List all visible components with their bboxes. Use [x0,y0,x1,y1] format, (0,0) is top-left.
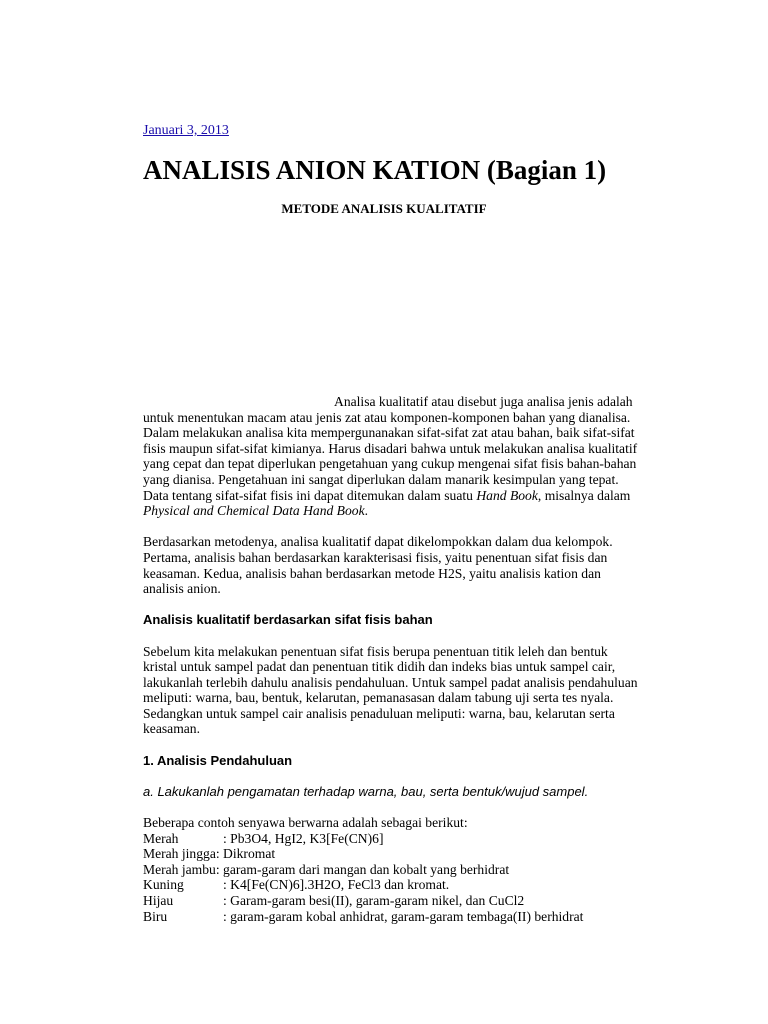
observation-instruction: a. Lakukanlah pengamatan terhadap warna, bau, serta bentuk/wujud sampel. [143,783,589,799]
color-value: : garam-garam dari mangan dan kobalt yang berhidrat [215,861,510,877]
intro-text: Analisa kualitatif atau disebut juga analisa jenis adalah untuk menentukan macam atau jenis zat atau komponen-komponen bahan yang dianalisa. Dalam melakukan analisa kita mempergunanakan sifat-sifat zat atau bahan, baik sifat-sifat fisis maupun sifat-sifat kimianya. Harus disadari bahwa untuk melakukan analisa kualitatif yang cepat dan tepat diperlukan pengetahuan yang cukup mengenai sifat fisis bahan-bahan yang dianisa. Pengetahuan ini sangat diperlukan dalam manarik kesimpulan yang tepat. Data tentang sifat-sifat fisis ini dapat ditemukan dalam suatu [143,394,638,503]
date-link[interactable]: Januari 3, 2013 [143,123,229,138]
intro-text-2: , misalnya dalam [537,487,631,503]
page-title: ANALISIS ANION KATION (Bagian 1) [143,155,607,185]
color-list [143,815,643,924]
color-value: : Garam-garam besi(II), garam-garam nikel, dan CuCl2 [223,893,525,908]
method-paragraph: Berdasarkan metodenya, analisa kualitatif dapat dikelompokkan dalam dua kelompok. Pertama, analisis bahan berdasarkan karakterisasi fisis, yaitu penentuan sifat fisis dan keasaman. Kedua, analisis bahan berdasarkan metode H2S, yaitu analisis kation dan analisis anion. [143,534,613,597]
color-name: Merah jingga [143,846,216,862]
color-row [143,846,643,862]
color-name: Hijau [143,893,174,908]
section-heading-physical: Analisis kualitatif berdasarkan sifat fisis bahan [143,612,433,628]
color-row [143,831,643,847]
data-book-ref: Physical and Chemical Data Hand Book [143,503,365,519]
color-name: Merah [143,830,179,846]
color-row [143,909,643,925]
color-row [143,893,643,909]
color-value: : Pb3O4, HgI2, K3[Fe(CN)6] [223,830,384,846]
preliminary-paragraph: Sebelum kita melakukan penentuan sifat fisis berupa penentuan titik leleh dan bentuk kristal untuk sampel padat dan penentuan titik didih dan indeks bias untuk sampel cair, lakukanlah terlebih dahulu analisis pendahuluan. Untuk sampel padat analisis pendahuluan meliputi: warna, bau, bentuk, kelarutan, pemanasasan dalam tabung uji serta tes nyala. Sedangkan untuk sampel cair analisis penaduluan meliputi: warna, bau, kelarutan serta keasaman. [143,643,638,737]
color-list-intro: Beberapa contoh senyawa berwarna adalah sebagai berikut: [143,815,468,831]
color-name: Kuning [143,877,184,893]
color-name: Biru [143,908,168,924]
color-value: : Dikromat [215,846,276,862]
hand-book-ref: Hand Book [476,487,538,503]
article-body [143,394,643,924]
color-value: : garam-garam kobal anhidrat, garam-garam tembaga(II) berhidrat [223,908,584,924]
section-heading-preliminary: 1. Analisis Pendahuluan [143,752,293,768]
intro-paragraph [143,394,643,519]
intro-text-end: . [364,503,369,519]
color-row [143,877,643,893]
color-row [143,862,643,878]
color-name: Merah jambu [143,861,216,877]
color-value: : K4[Fe(CN)6].3H2O, FeCl3 dan kromat. [223,877,450,893]
section-subtitle: METODE ANALISIS KUALITATIF [281,201,487,216]
